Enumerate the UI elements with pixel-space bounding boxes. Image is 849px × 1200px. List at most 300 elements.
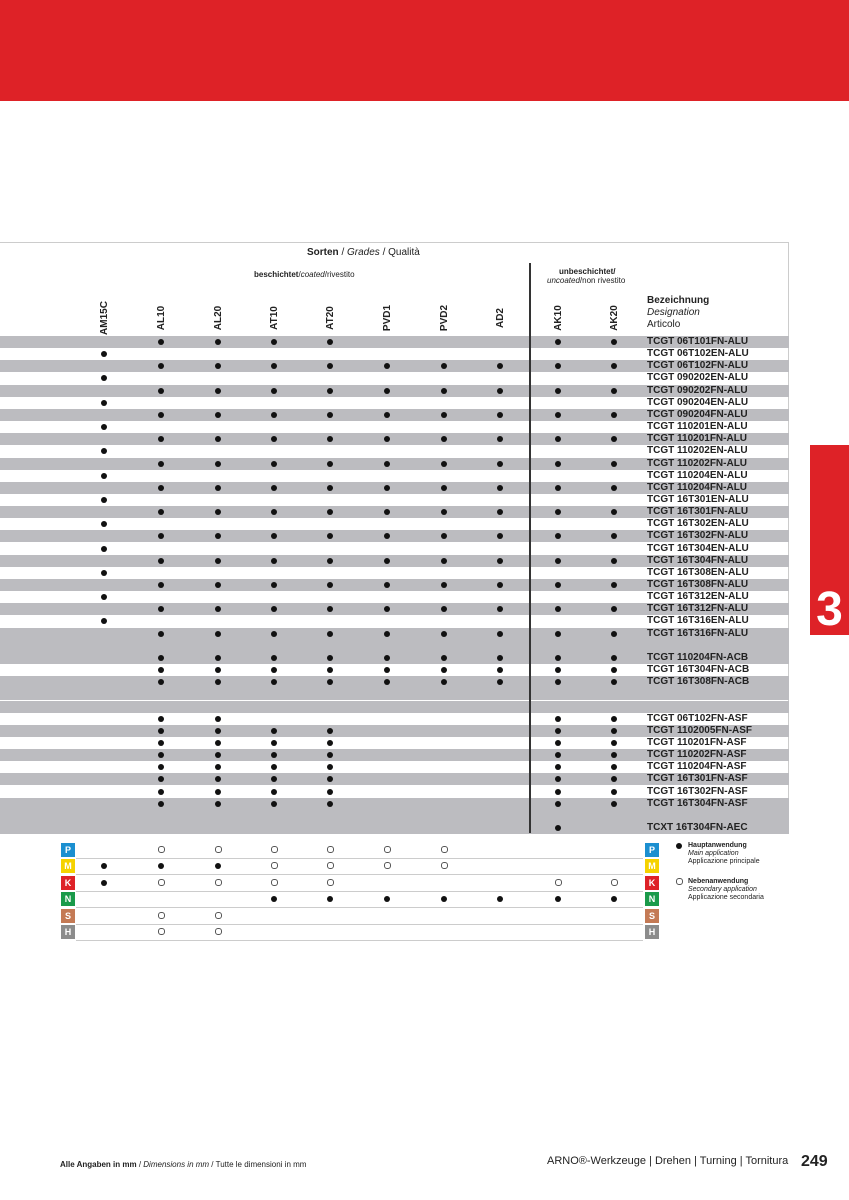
main-application-dot: [101, 424, 107, 430]
main-application-dot: [215, 509, 221, 515]
designation-text: TCGT 06T102FN-ASF: [647, 712, 748, 724]
designation-text: TCGT 1102005FN-ASF: [647, 724, 753, 736]
main-application-dot: [441, 363, 447, 369]
main-application-dot: [555, 388, 561, 394]
main-application-dot: [497, 606, 503, 612]
main-application-dot: [497, 509, 503, 515]
open-circle-icon: [676, 878, 683, 885]
designation-text: TCGT 110204FN-ACB: [647, 651, 749, 663]
table-spacer-row: [0, 688, 789, 700]
main-application-dot: [441, 461, 447, 467]
material-badge-n-right: N: [645, 892, 659, 906]
main-application-dot: [497, 461, 503, 467]
main-application-dot: [327, 582, 333, 588]
main-application-dot: [215, 436, 221, 442]
table-row: [0, 664, 789, 676]
main-application-dot: [271, 606, 277, 612]
main-application-dot: [611, 896, 617, 902]
secondary-application-circle: [215, 912, 222, 919]
main-application-dot: [215, 801, 221, 807]
main-application-dot: [384, 655, 390, 661]
table-row: [0, 652, 789, 664]
main-application-dot: [271, 388, 277, 394]
main-application-dot: [441, 679, 447, 685]
designation-text: TCGT 16T302FN-ASF: [647, 785, 748, 797]
footer-units-it: Tutte le dimensioni in mm: [215, 1160, 307, 1169]
main-application-dot: [384, 533, 390, 539]
main-application-dot: [611, 740, 617, 746]
secondary-application-circle: [384, 846, 391, 853]
main-application-dot: [215, 606, 221, 612]
main-application-dot: [158, 558, 164, 564]
main-application-dot: [497, 582, 503, 588]
main-application-dot: [158, 363, 164, 369]
material-badge-h-left: H: [61, 925, 75, 939]
designation-text: TCGT 16T308FN-ACB: [647, 676, 750, 688]
footer-units-de: Alle Angaben in mm: [60, 1160, 137, 1169]
main-application-dot: [611, 801, 617, 807]
main-application-dot: [327, 533, 333, 539]
main-application-dot: [101, 594, 107, 600]
main-application-dot: [441, 509, 447, 515]
main-application-dot: [271, 339, 277, 345]
main-application-dot: [384, 606, 390, 612]
main-application-dot: [215, 776, 221, 782]
coated-header: beschichtet/coated/rivestito: [254, 270, 355, 279]
main-application-dot: [555, 764, 561, 770]
table-row: [0, 567, 789, 579]
designation-text: TCGT 090202EN-ALU: [647, 372, 749, 384]
main-application-dot: [441, 631, 447, 637]
footer-breadcrumb: ARNO®-Werkzeuge | Drehen | Turning | Tornitura: [547, 1155, 789, 1167]
main-application-dot: [611, 363, 617, 369]
main-application-dot: [611, 679, 617, 685]
main-application-dot: [327, 461, 333, 467]
main-application-dot: [158, 776, 164, 782]
material-row-k: [76, 875, 643, 892]
designation-text: TCGT 110202FN-ASF: [647, 749, 747, 761]
material-badge-k-left: K: [61, 876, 75, 890]
main-application-dot: [158, 461, 164, 467]
table-row: [0, 409, 789, 421]
main-application-dot: [384, 631, 390, 637]
designation-text: TCGT 06T102EN-ALU: [647, 348, 749, 360]
main-application-dot: [101, 375, 107, 381]
uncoated-header-line2: uncoated/non rivestito: [547, 276, 626, 285]
main-application-dot: [384, 485, 390, 491]
main-application-dot: [441, 558, 447, 564]
secondary-application-circle: [271, 879, 278, 886]
main-application-dot: [215, 679, 221, 685]
main-application-dot: [555, 752, 561, 758]
main-application-dot: [611, 764, 617, 770]
uncoated-it: non rivestito: [582, 276, 626, 285]
table-row: [0, 336, 789, 348]
secondary-application-circle: [441, 846, 448, 853]
table-row: [0, 737, 789, 749]
main-application-dot: [384, 509, 390, 515]
main-application-dot: [158, 582, 164, 588]
main-application-dot: [101, 448, 107, 454]
main-application-dot: [611, 716, 617, 722]
footer-units-en: Dimensions in mm: [143, 1160, 210, 1169]
main-application-dot: [158, 485, 164, 491]
main-application-dot: [441, 485, 447, 491]
designation-text: TCGT 16T304FN-ALU: [647, 554, 749, 566]
main-application-dot: [441, 667, 447, 673]
column-label-ad2: AD2: [495, 308, 506, 329]
designation-de: Bezeichnung: [647, 295, 710, 306]
main-application-dot: [327, 558, 333, 564]
main-application-dot: [497, 896, 503, 902]
main-application-dot: [271, 667, 277, 673]
main-application-dot: [215, 728, 221, 734]
main-application-dot: [101, 546, 107, 552]
main-application-dot: [215, 485, 221, 491]
table-row: [0, 530, 789, 542]
secondary-application-circle: [215, 846, 222, 853]
main-application-dot: [327, 509, 333, 515]
main-application-dot: [327, 728, 333, 734]
main-application-dot: [555, 582, 561, 588]
table-spacer-row: [0, 810, 789, 822]
main-application-dot: [497, 412, 503, 418]
main-application-dot: [327, 801, 333, 807]
legend-sec-en: Secondary application: [688, 886, 757, 893]
designation-text: TCGT 110204FN-ALU: [647, 481, 748, 493]
table-row: [0, 385, 789, 397]
secondary-application-circle: [215, 879, 222, 886]
legend-main-de: Hauptanwendung: [688, 842, 747, 849]
main-application-dot: [271, 509, 277, 515]
main-application-dot: [158, 740, 164, 746]
main-application-dot: [327, 679, 333, 685]
secondary-application-circle: [158, 846, 165, 853]
main-application-dot: [611, 789, 617, 795]
material-badge-p-left: P: [61, 843, 75, 857]
designation-text: TCGT 16T301EN-ALU: [647, 493, 749, 505]
legend-sec-it: Applicazione secondaria: [688, 894, 764, 901]
main-application-dot: [215, 740, 221, 746]
column-label-ak20: AK20: [609, 305, 620, 331]
main-application-dot: [158, 667, 164, 673]
main-application-dot: [555, 509, 561, 515]
main-application-dot: [158, 509, 164, 515]
main-application-dot: [215, 655, 221, 661]
main-application-dot: [441, 606, 447, 612]
main-application-dot: [441, 896, 447, 902]
main-application-dot: [555, 461, 561, 467]
main-application-dot: [158, 606, 164, 612]
main-application-dot: [611, 752, 617, 758]
designation-text: TCGT 16T302FN-ALU: [647, 530, 749, 542]
legend-main-it: Applicazione principale: [688, 858, 760, 865]
material-badge-s-right: S: [645, 909, 659, 923]
designation-text: TCGT 16T312EN-ALU: [647, 591, 749, 603]
main-application-dot: [271, 728, 277, 734]
main-application-dot: [384, 363, 390, 369]
coated-en: coated: [300, 270, 325, 279]
table-row: [0, 506, 789, 518]
secondary-application-circle: [158, 879, 165, 886]
main-application-dot: [327, 631, 333, 637]
main-application-dot: [271, 533, 277, 539]
main-application-dot: [271, 740, 277, 746]
column-label-am15c: AM15C: [99, 301, 110, 335]
top-color-bar: [0, 0, 849, 101]
designation-text: TCGT 16T301FN-ASF: [647, 773, 748, 785]
main-application-dot: [555, 363, 561, 369]
table-row: [0, 397, 789, 409]
legend-main: [676, 842, 760, 866]
secondary-application-circle: [611, 879, 618, 886]
secondary-application-circle: [327, 862, 334, 869]
main-application-dot: [271, 752, 277, 758]
designation-text: TCGT 06T102FN-ALU: [647, 360, 749, 372]
main-application-dot: [611, 461, 617, 467]
material-row-m: [76, 858, 643, 875]
grades-en: Grades: [347, 247, 380, 258]
secondary-application-circle: [271, 846, 278, 853]
main-application-dot: [327, 667, 333, 673]
main-application-dot: [555, 776, 561, 782]
main-application-dot: [271, 764, 277, 770]
main-application-dot: [158, 388, 164, 394]
main-application-dot: [101, 400, 107, 406]
section-number: 3: [816, 583, 843, 636]
main-application-dot: [101, 880, 107, 886]
main-application-dot: [271, 461, 277, 467]
main-application-dot: [271, 485, 277, 491]
uncoated-de: unbeschichtet/: [559, 267, 616, 276]
material-badge-p-right: P: [645, 843, 659, 857]
table-row: [0, 543, 789, 555]
main-application-dot: [327, 789, 333, 795]
designation-text: TCGT 110202EN-ALU: [647, 445, 748, 457]
main-application-dot: [327, 776, 333, 782]
table-row: [0, 348, 789, 360]
designation-text: TCGT 110201EN-ALU: [647, 421, 748, 433]
main-application-dot: [215, 582, 221, 588]
footer-units: Alle Angaben in mm / Dimensions in mm / Tutte le dimensioni in mm: [60, 1160, 307, 1169]
main-application-dot: [215, 339, 221, 345]
secondary-application-circle: [215, 928, 222, 935]
main-application-dot: [271, 631, 277, 637]
designation-text: TCGT 16T308EN-ALU: [647, 566, 749, 578]
main-application-dot: [555, 655, 561, 661]
coated-it: rivestito: [326, 270, 355, 279]
material-badge-m-right: M: [645, 859, 659, 873]
main-application-dot: [384, 412, 390, 418]
secondary-application-circle: [158, 912, 165, 919]
main-application-dot: [158, 752, 164, 758]
table-row: [0, 749, 789, 761]
table-row: [0, 518, 789, 530]
material-row-n: [76, 891, 643, 908]
uncoated-en: uncoated: [547, 276, 580, 285]
main-application-dot: [555, 412, 561, 418]
main-application-dot: [497, 363, 503, 369]
main-application-dot: [271, 558, 277, 564]
main-application-dot: [611, 776, 617, 782]
main-application-dot: [101, 521, 107, 527]
main-application-dot: [215, 863, 221, 869]
table-spacer-row: [0, 701, 789, 713]
table-row: [0, 445, 789, 457]
main-application-dot: [158, 436, 164, 442]
designation-text: TCGT 16T316EN-ALU: [647, 615, 749, 627]
main-application-dot: [327, 764, 333, 770]
designation-text: TCGT 110204EN-ALU: [647, 469, 748, 481]
main-application-dot: [327, 485, 333, 491]
designation-text: TCXT 16T304FN-AEC: [647, 822, 748, 833]
legend-main-en: Main application: [688, 850, 739, 857]
designation-text: TCGT 16T308FN-ALU: [647, 579, 749, 590]
table-row: [0, 579, 789, 591]
main-application-dot: [271, 412, 277, 418]
table-row: [0, 421, 789, 433]
table-row: [0, 628, 789, 640]
table-row: [0, 615, 789, 627]
main-application-dot: [611, 388, 617, 394]
main-application-dot: [215, 533, 221, 539]
main-application-dot: [611, 533, 617, 539]
material-badge-m-left: M: [61, 859, 75, 873]
main-application-dot: [271, 801, 277, 807]
main-application-dot: [271, 363, 277, 369]
main-application-dot: [327, 896, 333, 902]
coated-de: beschichtet: [254, 270, 299, 279]
main-application-dot: [384, 436, 390, 442]
material-row-h: [76, 924, 643, 941]
designation-text: TCGT 110204FN-ASF: [647, 761, 747, 773]
main-application-dot: [327, 363, 333, 369]
main-application-dot: [555, 679, 561, 685]
main-application-dot: [611, 655, 617, 661]
main-application-dot: [555, 606, 561, 612]
main-application-dot: [271, 679, 277, 685]
table-row: [0, 372, 789, 384]
main-application-dot: [497, 388, 503, 394]
main-application-dot: [215, 363, 221, 369]
column-label-at20: AT20: [325, 306, 336, 330]
main-application-dot: [101, 351, 107, 357]
table-row: [0, 482, 789, 494]
secondary-application-circle: [271, 862, 278, 869]
table-row: [0, 676, 789, 688]
main-application-dot: [611, 558, 617, 564]
main-application-dot: [158, 655, 164, 661]
table-row: [0, 555, 789, 567]
page-number: 249: [801, 1153, 828, 1170]
table-row: [0, 798, 789, 810]
main-application-dot: [555, 667, 561, 673]
main-application-dot: [611, 631, 617, 637]
main-application-dot: [271, 776, 277, 782]
legend-secondary: [676, 878, 764, 902]
main-application-dot: [327, 655, 333, 661]
column-label-ak10: AK10: [553, 305, 564, 331]
main-application-dot: [271, 789, 277, 795]
table-row: [0, 360, 789, 372]
main-application-dot: [327, 412, 333, 418]
designation-text: TCGT 090204FN-ALU: [647, 408, 748, 420]
main-application-dot: [215, 388, 221, 394]
secondary-application-circle: [555, 879, 562, 886]
designation-text: TCGT 16T301FN-ALU: [647, 506, 749, 518]
legend-sec-de: Nebenanwendung: [688, 878, 749, 885]
table-top-border: [0, 242, 789, 243]
main-application-dot: [555, 716, 561, 722]
table-row: [0, 603, 789, 615]
column-label-at10: AT10: [269, 306, 280, 330]
secondary-application-circle: [158, 928, 165, 935]
main-application-dot: [271, 582, 277, 588]
grades-de: Sorten: [307, 247, 339, 258]
main-application-dot: [327, 606, 333, 612]
table-row: [0, 470, 789, 482]
main-application-dot: [555, 558, 561, 564]
main-application-dot: [497, 558, 503, 564]
main-application-dot: [101, 497, 107, 503]
main-application-dot: [158, 764, 164, 770]
main-application-dot: [327, 752, 333, 758]
designation-text: TCGT 16T304FN-ASF: [647, 797, 748, 809]
secondary-application-circle: [384, 862, 391, 869]
main-application-dot: [384, 667, 390, 673]
designation-text: TCGT 090204EN-ALU: [647, 396, 749, 408]
designation-text: TCGT 16T304FN-ACB: [647, 664, 750, 676]
material-badge-n-left: N: [61, 892, 75, 906]
main-application-dot: [555, 896, 561, 902]
table-row: [0, 458, 789, 470]
main-application-dot: [611, 667, 617, 673]
designation-text: TCGT 06T101FN-ALU: [647, 336, 749, 347]
designation-text: TCGT 16T316FN-ALU: [647, 627, 749, 639]
main-application-dot: [611, 582, 617, 588]
main-application-dot: [158, 728, 164, 734]
main-application-dot: [497, 533, 503, 539]
main-application-dot: [327, 436, 333, 442]
main-application-dot: [271, 655, 277, 661]
main-application-dot: [101, 863, 107, 869]
secondary-application-circle: [327, 879, 334, 886]
material-row-s: [76, 908, 643, 925]
designation-text: TCGT 16T302EN-ALU: [647, 518, 749, 530]
main-application-dot: [441, 436, 447, 442]
main-application-dot: [158, 339, 164, 345]
main-application-dot: [441, 388, 447, 394]
main-application-dot: [611, 339, 617, 345]
main-application-dot: [441, 412, 447, 418]
main-application-dot: [384, 461, 390, 467]
main-application-dot: [101, 618, 107, 624]
main-application-dot: [555, 740, 561, 746]
table-row: [0, 786, 789, 798]
main-application-dot: [215, 461, 221, 467]
main-application-dot: [158, 679, 164, 685]
main-application-dot: [555, 631, 561, 637]
main-application-dot: [497, 436, 503, 442]
designation-header: [647, 295, 709, 331]
main-application-dot: [497, 485, 503, 491]
main-application-dot: [158, 789, 164, 795]
designation-text: TCGT 110201FN-ASF: [647, 736, 747, 748]
main-application-dot: [158, 716, 164, 722]
designation-text: TCGT 16T312FN-ALU: [647, 603, 749, 615]
designation-it: Articolo: [647, 319, 681, 330]
main-application-dot: [555, 436, 561, 442]
